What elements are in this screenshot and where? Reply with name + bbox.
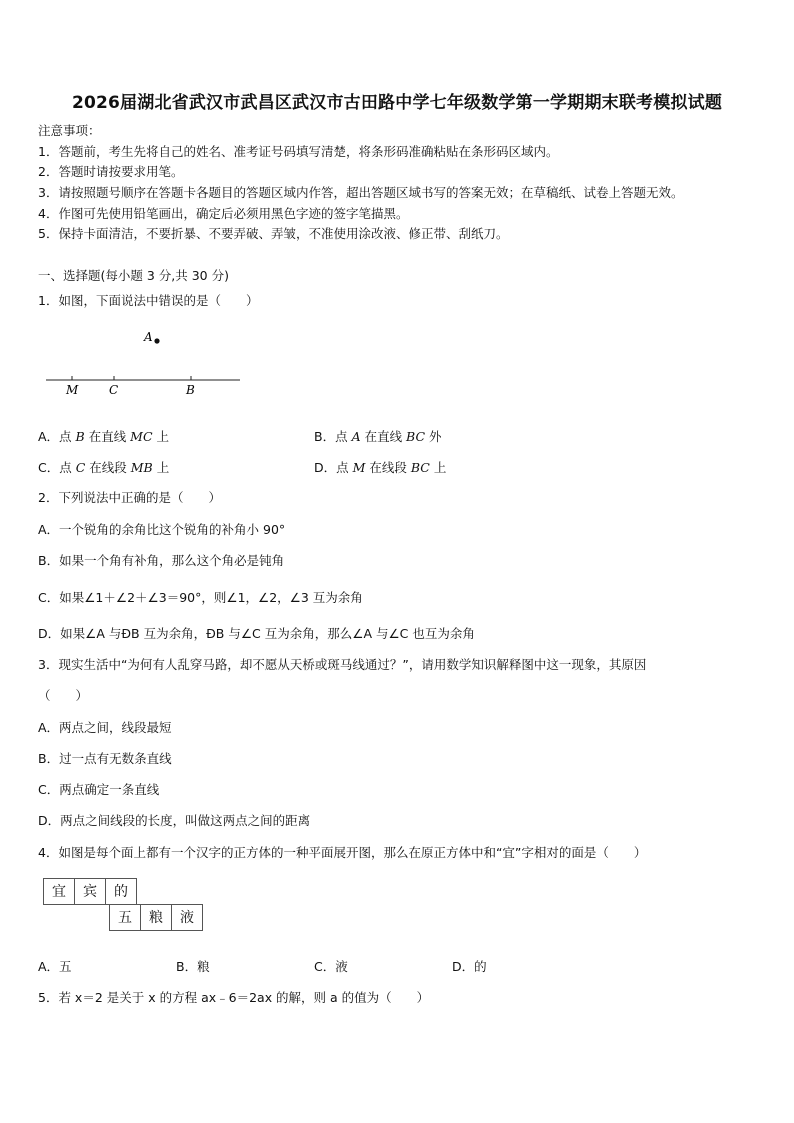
- question-3-paren: （ ）: [38, 688, 89, 703]
- q1-option-b: B．点 A 在直线 BC 外: [314, 429, 442, 444]
- notice-item: 5．保持卡面清洁，不要折暴、不要弄破、弄皱，不准使用涂改液、修正带、刮纸刀。: [38, 226, 509, 241]
- q1-option-a: A．点 B 在直线 MC 上: [38, 429, 170, 444]
- section-heading: 一、选择题(每小题 3 分,共 30 分): [38, 268, 229, 283]
- question-4-stem: 4．如图是每个面上都有一个汉字的正方体的一种平面展开图，那么在原正方体中和“宜”字相对的面是（ ）: [38, 845, 647, 860]
- q1-option-d: D．点 M 在线段 BC 上: [314, 460, 447, 475]
- q3-option-c: C．两点确定一条直线: [38, 782, 160, 797]
- question-2-stem: 2．下列说法中正确的是（ ）: [38, 490, 221, 505]
- question-3-stem: 3．现实生活中“为何有人乱穿马路，却不愿从天桥或斑马线通过？”，请用数学知识解释图中这一现象，其原因: [38, 657, 647, 672]
- q3-option-b: B．过一点有无数条直线: [38, 751, 172, 766]
- q4-option-c: C．液: [314, 959, 348, 974]
- question-1-stem: 1．如图，下面说法中错误的是（ ）: [38, 293, 259, 308]
- point-m-label: M: [66, 383, 79, 397]
- notice-item: 1．答题前，考生先将自己的姓名、准考证号码填写清楚，将条形码准确粘贴在条形码区域内。: [38, 144, 559, 159]
- q1-option-c: C．点 C 在线段 MB 上: [38, 460, 170, 475]
- q2-option-b: B．如果一个角有补角，那么这个角必是钝角: [38, 553, 285, 568]
- net-face: 宜: [43, 878, 75, 905]
- notice-item: 3．请按照题号顺序在答题卡各题目的答题区域内作答，超出答题区域书写的答案无效；在草稿纸、试卷上答题无效。: [38, 185, 684, 200]
- net-face: 宾: [74, 878, 106, 905]
- point-a-label: A: [144, 330, 153, 344]
- notice-item: 4．作图可先使用铅笔画出，确定后必须用黑色字迹的签字笔描黑。: [38, 206, 409, 221]
- q4-option-a: A．五: [38, 959, 72, 974]
- net-face: 五: [109, 904, 141, 931]
- q3-option-d: D．两点之间线段的长度，叫做这两点之间的距离: [38, 813, 311, 828]
- net-face: 液: [171, 904, 203, 931]
- point-b-label: B: [186, 383, 195, 397]
- q2-option-a: A．一个锐角的余角比这个锐角的补角小 90°: [38, 522, 286, 537]
- q2-option-c: C．如果∠1＋∠2＋∠3＝90°，则∠1，∠2，∠3 互为余角: [38, 590, 363, 605]
- q4-option-b: B．粮: [176, 959, 210, 974]
- q2-option-d: D．如果∠A 与ÐB 互为余角，ÐB 与∠C 互为余角，那么∠A 与∠C 也互为余角: [38, 626, 475, 641]
- q3-option-a: A．两点之间，线段最短: [38, 720, 172, 735]
- point-c-label: C: [109, 383, 119, 397]
- notice-item: 2．答题时请按要求用笔。: [38, 164, 184, 179]
- cube-net-figure: [43, 878, 213, 938]
- page-title: 2026届湖北省武汉市武昌区武汉市古田路中学七年级数学第一学期期末联考模拟试题: [71, 93, 723, 113]
- notice-heading: 注意事项：: [38, 123, 101, 138]
- net-face: 粮: [140, 904, 172, 931]
- net-face: 的: [105, 878, 137, 905]
- question-5-stem: 5．若 x＝2 是关于 x 的方程 ax﹣6＝2ax 的解，则 a 的值为（ ）: [38, 990, 430, 1005]
- q4-option-d: D．的: [452, 959, 487, 974]
- q1-line-figure: [40, 325, 250, 400]
- point-a-dot: [154, 338, 159, 343]
